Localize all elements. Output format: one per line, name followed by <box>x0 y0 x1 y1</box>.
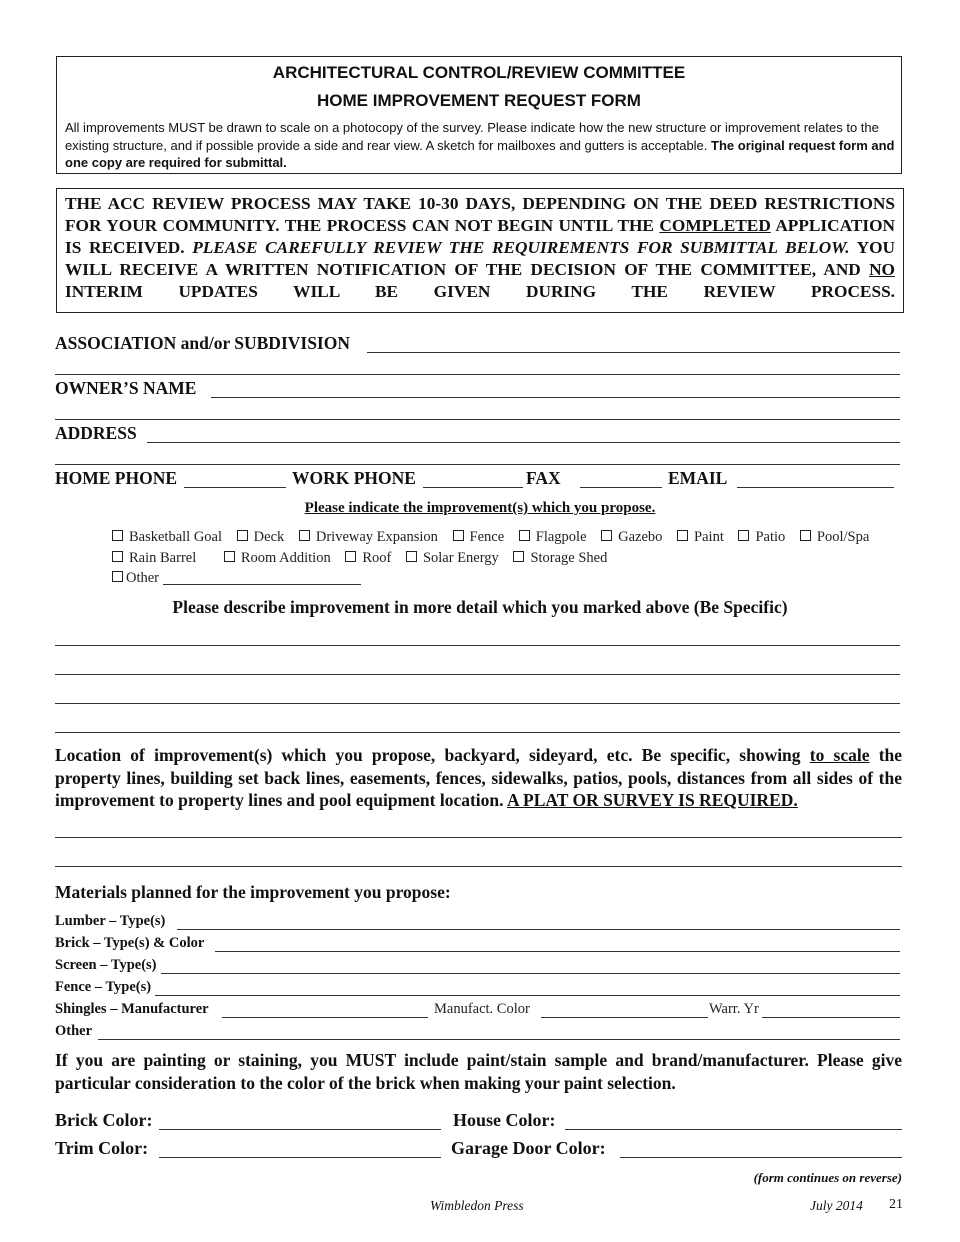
checkbox-icon[interactable] <box>224 551 235 562</box>
trim-color-field[interactable] <box>159 1157 441 1158</box>
manufact-color-label: Manufact. Color <box>434 1001 530 1017</box>
screen-label: Screen – Type(s) <box>55 957 157 973</box>
fence-type-label: Fence – Type(s) <box>55 979 152 995</box>
email-label: EMAIL <box>668 468 728 488</box>
describe-title: Please describe improvement in more detail which you marked above (Be Specific) <box>172 597 788 617</box>
header-instructions <box>65 119 897 172</box>
address-label: ADDRESS <box>55 423 137 443</box>
improvement-checkbox-row-3 <box>112 570 170 587</box>
checkbox-icon[interactable] <box>513 551 524 562</box>
notice-part3: YOU WILL RECEIVE A WRITTEN NOTIFICATION OF THE DECISION OF THE COMMITTEE, AND <box>65 238 895 279</box>
describe-line-3[interactable] <box>55 703 900 704</box>
work-phone-label: WORK PHONE <box>292 468 416 488</box>
address-field-extra[interactable] <box>55 464 900 465</box>
email-field[interactable] <box>737 487 894 488</box>
improvement-checkbox-row-1 <box>112 529 880 546</box>
notice-completed: COMPLETED <box>659 216 771 235</box>
checkbox-icon[interactable] <box>112 530 123 541</box>
publication-date: July 2014 <box>810 1198 863 1213</box>
fence-type-field[interactable] <box>155 995 900 996</box>
checkbox-storage-shed[interactable]: Storage Shed <box>513 550 607 567</box>
checkbox-icon[interactable] <box>738 530 749 541</box>
checkbox-rain-barrel[interactable]: Rain Barrel <box>112 550 196 567</box>
notice-part1: THE ACC REVIEW PROCESS MAY TAKE 10-30 DAYS, DEPENDING ON THE DEED RESTRICTIONS FOR YOUR COMMUNITY. THE PROCESS CAN NOT BEGIN UNTIL THE <box>65 194 895 235</box>
owner-field-extra[interactable] <box>55 419 900 420</box>
checkbox-icon[interactable] <box>453 530 464 541</box>
describe-line-4[interactable] <box>55 732 900 733</box>
association-field[interactable] <box>367 352 900 353</box>
fax-label: FAX <box>526 468 561 488</box>
trim-color-label: Trim Color: <box>55 1138 149 1158</box>
shingles-manufacturer-field[interactable] <box>222 1017 428 1018</box>
checkbox-other[interactable]: Other <box>112 570 159 587</box>
checkbox-icon[interactable] <box>677 530 688 541</box>
brick-type-label: Brick – Type(s) & Color <box>55 935 205 951</box>
warranty-year-field[interactable] <box>762 1017 900 1018</box>
house-color-label: House Color: <box>453 1110 556 1130</box>
lumber-label: Lumber – Type(s) <box>55 913 166 929</box>
location-instructions: Location of improvement(s) which you propose, backyard, sideyard, etc. Be specific, showing to scale the property lines, building set back lines, easements, fences, sidewalks, patios, pools, distances from all sides of the improvement to property lines and pool equipment location. A PLAT OR SURVEY IS REQUIRED. <box>55 745 903 810</box>
checkbox-patio[interactable]: Patio <box>738 529 785 546</box>
page-number: 21 <box>889 1197 903 1212</box>
paint-note: If you are painting or staining, you MUST include paint/stain sample and brand/manufacturer. Please give particular consideration to the color of the brick when making your paint selection. <box>55 1050 902 1093</box>
house-color-field[interactable] <box>565 1129 902 1130</box>
checkbox-pool-spa[interactable]: Pool/Spa <box>800 529 869 546</box>
brick-color-label: Brick Color: <box>55 1110 153 1130</box>
fax-field[interactable] <box>580 487 662 488</box>
checkbox-icon[interactable] <box>345 551 356 562</box>
form-title-line1: ARCHITECTURAL CONTROL/REVIEW COMMITTEE <box>272 63 686 82</box>
location-line-1[interactable] <box>55 837 902 838</box>
other-materials-field[interactable] <box>98 1039 900 1040</box>
notice-box <box>56 188 904 313</box>
brick-color-field[interactable] <box>159 1129 441 1130</box>
checkbox-solar-energy[interactable]: Solar Energy <box>406 550 499 567</box>
home-phone-label: HOME PHONE <box>55 468 178 488</box>
notice-no: NO <box>869 260 895 279</box>
describe-line-2[interactable] <box>55 674 900 675</box>
home-phone-field[interactable] <box>184 487 286 488</box>
checkbox-icon[interactable] <box>299 530 310 541</box>
checkbox-room-addition[interactable]: Room Addition <box>224 550 331 567</box>
improvements-title: Please indicate the improvement(s) which you propose. <box>304 500 656 516</box>
association-field-extra[interactable] <box>55 374 900 375</box>
header-note: All improvements MUST be drawn to scale on a photocopy of the survey. Please indicate how the new structure or improvement relates to the existing structure, and if possible provide a side and rear view. A sketch for mailboxes and gutters is acceptable. <box>65 120 879 153</box>
other-improvement-field[interactable] <box>163 584 361 585</box>
describe-line-1[interactable] <box>55 645 900 646</box>
brick-type-field[interactable] <box>215 951 900 952</box>
improvement-checkbox-row-2 <box>112 550 618 567</box>
notice-italic: PLEASE CAREFULLY REVIEW THE REQUIREMENTS FOR SUBMITTAL BELOW. <box>192 238 850 257</box>
notice-part2: APPLICATION IS RECEIVED. <box>65 216 896 257</box>
checkbox-icon[interactable] <box>237 530 248 541</box>
to-scale-text: to scale <box>809 745 870 765</box>
checkbox-icon[interactable] <box>601 530 612 541</box>
checkbox-icon[interactable] <box>112 551 123 562</box>
checkbox-driveway-expansion[interactable]: Driveway Expansion <box>299 529 438 546</box>
checkbox-gazebo[interactable]: Gazebo <box>601 529 662 546</box>
owner-field[interactable] <box>211 397 900 398</box>
checkbox-icon[interactable] <box>519 530 530 541</box>
work-phone-field[interactable] <box>423 487 523 488</box>
other-materials-label: Other <box>55 1023 93 1039</box>
checkbox-deck[interactable]: Deck <box>237 529 285 546</box>
shingles-label: Shingles – Manufacturer <box>55 1001 209 1017</box>
association-label: ASSOCIATION and/or SUBDIVISION <box>55 333 350 353</box>
materials-title: Materials planned for the improvement you propose: <box>55 882 451 902</box>
checkbox-icon[interactable] <box>800 530 811 541</box>
checkbox-basketball-goal[interactable]: Basketball Goal <box>112 529 222 546</box>
location-line-2[interactable] <box>55 866 902 867</box>
form-title-line2: HOME IMPROVEMENT REQUEST FORM <box>317 91 641 110</box>
manufact-color-field[interactable] <box>541 1017 708 1018</box>
checkbox-roof[interactable]: Roof <box>345 550 391 567</box>
owner-label: OWNER’S NAME <box>55 378 197 398</box>
notice-part4: INTERIM UPDATES WILL BE GIVEN DURING THE REVIEW PROCESS. <box>65 282 895 301</box>
checkbox-fence[interactable]: Fence <box>453 529 505 546</box>
plat-required-text: A PLAT OR SURVEY IS REQUIRED. <box>506 790 798 810</box>
checkbox-icon[interactable] <box>406 551 417 562</box>
warranty-year-label: Warr. Yr <box>709 1001 759 1017</box>
publisher-name: Wimbledon Press <box>430 1198 524 1213</box>
notice-text <box>65 193 895 303</box>
garage-door-color-field[interactable] <box>620 1157 902 1158</box>
checkbox-paint[interactable]: Paint <box>677 529 724 546</box>
form-continues-note: (form continues on reverse) <box>753 1170 902 1185</box>
checkbox-icon[interactable] <box>112 571 123 582</box>
screen-field[interactable] <box>161 973 900 974</box>
lumber-field[interactable] <box>177 929 900 930</box>
address-field[interactable] <box>147 442 900 443</box>
header-note-bold: The original request form and one copy are required for submittal. <box>65 137 895 170</box>
header-box <box>56 56 902 174</box>
checkbox-flagpole[interactable]: Flagpole <box>519 529 587 546</box>
garage-door-color-label: Garage Door Color: <box>451 1138 606 1158</box>
